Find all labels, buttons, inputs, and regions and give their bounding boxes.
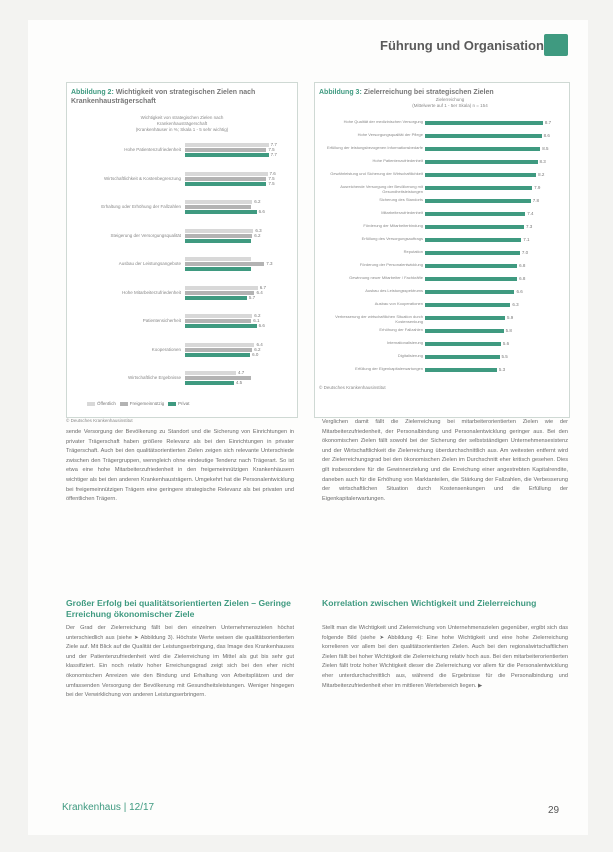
bar <box>185 381 234 385</box>
row-label: Hohe Patientenzufriedenheit <box>372 158 423 163</box>
row-label: Mitarbeiterzufriedenheit <box>381 210 423 215</box>
figure-2-title <box>71 88 293 106</box>
bar <box>185 291 254 295</box>
subtitle-line: Krankenhausträgerschaft <box>156 121 208 126</box>
bar <box>185 286 258 290</box>
category-label: Ausbau der Leistungsangebote <box>118 261 181 266</box>
value-label: 6.8 <box>519 263 526 268</box>
heading-right: Korrelation zwischen Wichtigkeit und Zielerreichung <box>322 598 537 608</box>
value-label: 6.4 <box>256 341 263 347</box>
row-label: Digitalisierung <box>397 353 423 358</box>
value-label: 5.7 <box>248 294 256 300</box>
value-label: 6.1 <box>253 318 260 323</box>
bar <box>185 143 269 147</box>
value-label: 6.3 <box>255 227 262 233</box>
legend-label: Privat <box>178 401 190 406</box>
bar <box>185 319 251 323</box>
row-label: Erfüllung der Eigenkapitalerwartungen <box>355 366 423 371</box>
page-number: 29 <box>548 805 560 816</box>
row-label: Reputation <box>403 249 423 254</box>
bar <box>425 355 500 359</box>
footer-logo: Krankenhaus | 12/17 <box>62 802 155 813</box>
bar <box>425 316 505 320</box>
bar <box>425 199 531 203</box>
value-label: 7.1 <box>523 237 530 242</box>
value-label: 6.2 <box>254 199 261 204</box>
bar <box>185 205 251 209</box>
body-right-bottom: Stellt man die Wichtigkeit und Zielerreichung von Unternehmenszielen gegenüber, ergibt sich das folgende Bild (siehe ➤ Abbildung 4): Eine hohe Wichtigkeit und eine hohe Zielerreichung korrelieren vor allem bei den qualitätsorientierten Zielen. Auch bei den regionalwirtschaftlichen Zielen fällt bei hoher Wichtigkeit die Zielerreichung relativ hoch aus. Bei den mitarbeiterorientierten Zielen fällt trotz hoher Wichtigkeit dieser die Zielerreichung vor allem für die Personalentwicklung eher unterdurchschnittlich aus, während die Ergebnisse für die Personalbindung und Mitarbeiterzufriedenheit eher im mittleren Wertebereich liegen. ▶ <box>322 625 568 689</box>
legend-label: Öffentlich <box>97 401 116 406</box>
body-left-top: sende Versorgung der Bevölkerung zu Standort und die Sicherung von Einrichtungen in privater Trägerschaft haben größere Relevanz als bei den Einrichtungen in privater Trägerschaft. Auch bei den qualitätsorientierten Zielen zeigen sich relevante Unterschiede zwischen den Trägergruppen, wenngleich ohne eindeutige Tendenz nach Trägerart. So ist etwa eine hohe Mitarbeiterzufriedenheit in den freigemeinnützigen Krankenhäusern wichtiger als bei den anderen Krankenhausträgern. Umgekehrt hat die Personalentwicklung bei freigemeinnützigen Trägern eine geringere strategische Relevanz als bei privaten und öffentlichen Trägern. <box>66 429 294 503</box>
bar <box>425 368 497 372</box>
row-label: Internationalisierung <box>386 340 423 345</box>
row-label: Erfüllung der leistungsbezogenen Informationsbedarfe <box>326 145 423 150</box>
value-label: 7.8 <box>532 198 539 203</box>
figure-3-subtitle <box>375 97 525 109</box>
value-label: 5.3 <box>498 367 506 372</box>
value-label: 7.4 <box>527 211 534 216</box>
bar <box>425 251 520 255</box>
figure-2 <box>66 82 298 418</box>
section-title: Führung und Organisation <box>380 38 544 53</box>
bar <box>185 153 269 157</box>
heading-left: Großer Erfolg bei qualitätsorientierten Zielen – Geringe Erreichung ökonomischer Ziele <box>66 598 291 619</box>
bar <box>185 348 252 352</box>
bar <box>185 314 252 318</box>
legend-swatch <box>87 402 95 406</box>
category-label: Wirtschaftlichkeit & Kostenbegrenzung <box>103 175 181 181</box>
value-label: 6.6 <box>258 323 265 328</box>
bar <box>425 173 536 177</box>
bar <box>425 147 540 151</box>
figure-3-title <box>319 88 565 97</box>
legend-swatch <box>168 402 176 406</box>
value-label: 7.5 <box>268 180 275 186</box>
subtitle-line: (Krankenhäuser in %; Skala 1 - 5 sehr wichtig) <box>135 127 229 132</box>
row-label: Hohe Qualität der medizinischen Versorgung <box>343 119 423 124</box>
figure-3-title-text: Zielerreichung bei strategischen Zielen <box>363 89 494 96</box>
category-label: Steigerung der Versorgungsqualität <box>110 232 181 238</box>
row-label: Ausbau des Leistungsspektrums <box>365 288 423 293</box>
value-label: 7.0 <box>521 250 529 255</box>
value-label: 6.2 <box>254 313 261 318</box>
value-label: 7.3 <box>266 261 273 266</box>
value-label: 7.9 <box>534 185 541 190</box>
bar <box>185 257 251 261</box>
bar <box>185 182 266 186</box>
value-label: 5.6 <box>502 341 510 346</box>
subtitle-line: (Mittelwerte auf 1 - 5er Skala) n = 154 <box>412 103 488 108</box>
row-label: Förderung der Personalentwicklung <box>359 262 423 267</box>
bar <box>425 160 538 164</box>
row-label: Erhöhung der Fallzahlen <box>379 327 423 332</box>
value-label: 6.6 <box>258 209 265 214</box>
figure-2-label: Abbildung 2: <box>71 89 114 96</box>
value-label: 8.6 <box>543 133 550 138</box>
section-tab-marker <box>544 34 568 56</box>
figure-2-legend <box>87 401 190 406</box>
value-label: 6.0 <box>252 351 259 357</box>
bar <box>185 371 236 375</box>
bar <box>425 212 525 216</box>
bar <box>185 177 266 181</box>
row-label: Verbesserung der wirtschaftlichen Situation durch Kostensenkung <box>335 314 423 324</box>
category-label: Wirtschaftliche Ergebnisse <box>127 375 181 380</box>
bar <box>185 343 254 347</box>
row-label: Gewährleistung und Sicherung der Wirtschaftlichkeit <box>330 171 423 176</box>
bar <box>185 324 257 328</box>
category-label: Hohe Mitarbeiterzufriedenheit <box>121 289 181 295</box>
bar <box>425 186 532 190</box>
figure-3 <box>314 82 570 418</box>
legend-swatch <box>120 402 128 406</box>
value-label: 6.7 <box>259 284 266 290</box>
row-label: Förderung der Mitarbeiterbindung <box>363 223 423 228</box>
value-label: 4.5 <box>235 380 243 385</box>
figure-3-label: Abbildung 3: <box>319 89 362 96</box>
value-label: 8.2 <box>538 172 545 177</box>
bar <box>425 238 521 242</box>
category-label: Hohe Patientenzufriedenheit <box>124 147 181 152</box>
bar <box>185 296 247 300</box>
subtitle-line: Zielerreichung <box>435 97 465 102</box>
value-label: 7.6 <box>269 170 276 176</box>
bar <box>425 134 542 138</box>
figure-2-source: © Deutsches Krankenhausinstitut <box>66 418 133 423</box>
value-label: 7.3 <box>525 224 533 229</box>
bar <box>185 353 250 357</box>
bar <box>425 342 501 346</box>
value-label: 5.8 <box>505 328 512 333</box>
value-label: 8.3 <box>539 159 546 164</box>
figure-2-title-text: Wichtigkeit von strategischen Zielen nach Krankenhausträgerschaft <box>71 89 256 105</box>
row-label: Erfüllung des Versorgungsauftrags <box>361 236 423 241</box>
value-label: 7.7 <box>270 152 277 157</box>
value-label: 6.3 <box>512 302 519 307</box>
value-label: 6.6 <box>516 289 523 294</box>
value-label: 6.2 <box>254 346 261 352</box>
category-label: Erhaltung oder Erhöhung der Fallzahlen <box>101 204 181 209</box>
value-label: 5.5 <box>501 354 508 359</box>
bar <box>185 148 266 152</box>
legend-label: Freigemeinnützig <box>129 401 165 406</box>
value-label: 8.5 <box>542 146 549 151</box>
bar <box>185 267 251 271</box>
value-label: 8.7 <box>544 120 552 125</box>
row-label: Gewinnung neuer Mitarbeiter / Fachkräfte <box>349 275 423 280</box>
bar <box>425 277 517 281</box>
category-label: Kooperationen <box>151 346 181 352</box>
body-left-bottom: Der Grad der Zielerreichung fällt bei den einzelnen Unternehmenszielen höchst unterschiedlich aus (siehe ➤ Abbildung 3). Höchste Werte weisen die qualitätsorientierten Ziele auf. Mit Blick auf die Qualität der Leistungserbringung, das Image des Krankenhauses und der Patientenzufriedenheit wird die Zielerreichung im Mittel als gut bis sehr gut klassifiziert. Ein noch relativ hoher Erreichungsgrad zeigt sich bei den eher nicht ökonomischen Anreizen wie den Bindung und Erhaltung von Arbeitsplätzen und der umfassenden Versorgung der Bevölkerung mit Gesundheitsleistungen. Weniger hingegen bei der Verwirklichung von anderen Leistungserbringern. <box>66 625 294 699</box>
row-label: Sicherung des Standorts <box>379 197 423 202</box>
figure-3-source: © Deutsches Krankenhausinstitut <box>319 385 386 390</box>
figure-2-subtitle <box>107 115 257 133</box>
bar <box>185 200 252 204</box>
value-label: 4.7 <box>238 370 245 375</box>
value-label: 7.5 <box>268 147 275 152</box>
row-label: Ausreichende Versorgung der Bevölkerung mit Gesundheitsleistungen <box>340 184 423 194</box>
body-right-top: Verglichen damit fällt die Zielerreichung bei mitarbeiterorientierten Zielen wie der Mitarbeiterzufriedenheit, der Personalbindung und Personalentwicklung geringer aus. Bei den ökonomischen Zielen fällt sowohl bei der Sicherung der selbstständigen Unternehmensexistenz und der Wirtschaftlichkeit die Zielerreichung überdurchschnittlich aus. Am weitesten entfernt wird der Zielerreichungsgrad bei den ökonomischen Zielen im Durchschnitt eher kritisch gesehen. Dies gilt insbesondere für die Gewinnerzielung und die Erreichung einer angestrebten Kapitalrendite, daneben auch für die Erhöhung von Marktanteilen, die Stärkung der Fallzahlen, die Verbesserung der wirtschaftlichen Situation durch Kostensenkungen und die Erfüllung der Eigenkapitalerwartungen. <box>322 419 568 502</box>
bar <box>425 264 517 268</box>
bar <box>425 225 524 229</box>
row-label: Ausbau von Kooperationen <box>374 301 423 306</box>
bar <box>185 239 251 243</box>
bar <box>425 290 514 294</box>
bar <box>185 229 253 233</box>
value-label: 7.5 <box>268 175 275 181</box>
value-label: 6.2 <box>254 232 261 238</box>
subtitle-line: Wichtigkeit von strategischen Zielen nach <box>140 115 224 120</box>
bar <box>185 234 252 238</box>
bar <box>185 210 257 214</box>
bar <box>425 329 504 333</box>
value-label: 6.4 <box>256 289 263 295</box>
bar <box>425 303 510 307</box>
bar <box>425 121 543 125</box>
value-label: 6.8 <box>519 276 526 281</box>
value-label: 7.7 <box>270 142 277 147</box>
row-label: Hohe Versorgungsqualität der Pflege <box>357 132 423 137</box>
category-label: Patientensicherheit <box>142 318 181 323</box>
bar <box>185 262 264 266</box>
value-label: 5.9 <box>506 315 514 320</box>
bar <box>185 172 268 176</box>
